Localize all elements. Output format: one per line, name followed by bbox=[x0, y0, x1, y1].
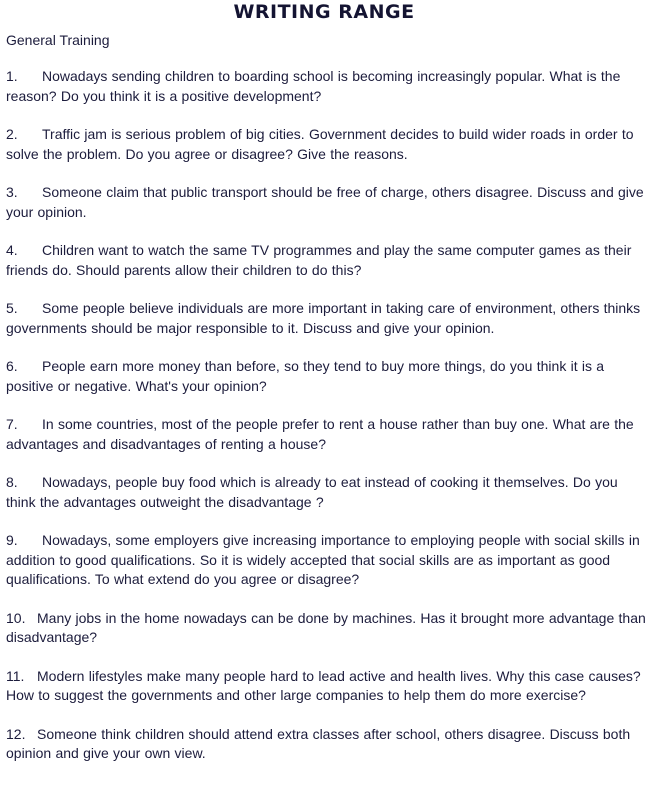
question-number: 2. bbox=[6, 126, 18, 142]
question-text: Modern lifestyles make many people hard to lead active and health lives. Why this case causes? How to suggest the governments and other large companies to help them do more exercise? bbox=[6, 667, 641, 703]
question-number: 3. bbox=[6, 184, 18, 200]
question-number: 9. bbox=[6, 532, 18, 548]
question-text: Someone claim that public transport should be free of charge, others disagree. Discuss and give your opinion. bbox=[6, 184, 644, 220]
question-text: Many jobs in the home nowadays can be done by machines. Has it brought more advantage than disadvantage? bbox=[6, 609, 646, 645]
question-number: 7. bbox=[6, 416, 18, 432]
question-number: 8. bbox=[6, 474, 18, 490]
question-number: 1. bbox=[6, 68, 18, 84]
question-text: Children want to watch the same TV programmes and play the same computer games as their friends do. Should parents allow their children to do this? bbox=[6, 242, 632, 278]
question-number: 6. bbox=[6, 358, 18, 374]
question-item bbox=[6, 667, 646, 706]
question-item bbox=[6, 415, 646, 454]
question-item bbox=[6, 725, 646, 764]
page-title: WRITING RANGE bbox=[233, 1, 415, 23]
question-text: Traffic jam is serious problem of big cities. Government decides to build wider roads in order to solve the problem. Do you agree or disagree? Give the reasons. bbox=[6, 126, 634, 162]
question-text: Some people believe individuals are more important in taking care of environment, others thinks governments should be major responsible to it. Discuss and give your opinion. bbox=[6, 300, 641, 336]
question-number: 4. bbox=[6, 242, 18, 258]
question-item bbox=[6, 531, 646, 590]
question-item bbox=[6, 67, 646, 106]
question-text: Nowadays, people buy food which is already to eat instead of cooking it themselves. Do you think the advantages outweight the disadvantage ? bbox=[6, 474, 618, 510]
page-subtitle: General Training bbox=[6, 32, 110, 48]
question-text: People earn more money than before, so they tend to buy more things, do you think it is a positive or negative. What's your opinion? bbox=[6, 358, 605, 394]
question-item bbox=[6, 125, 646, 164]
question-item bbox=[6, 183, 646, 222]
question-item bbox=[6, 473, 646, 512]
question-list bbox=[6, 67, 646, 764]
question-text: Nowadays sending children to boarding school is becoming increasingly popular. What is the reason? Do you think it is a positive development? bbox=[6, 68, 621, 104]
question-number: 11. bbox=[6, 667, 25, 684]
question-text: In some countries, most of the people prefer to rent a house rather than buy one. What are the advantages and disadvantages of renting a house? bbox=[6, 416, 634, 452]
question-number: 12. bbox=[6, 725, 26, 742]
question-text: Someone think children should attend extra classes after school, others disagree. Discuss both opinion and give your own view. bbox=[6, 725, 631, 761]
question-item bbox=[6, 241, 646, 280]
question-number: 10. bbox=[6, 609, 26, 626]
question-number: 5. bbox=[6, 300, 18, 316]
question-item bbox=[6, 299, 646, 338]
question-item bbox=[6, 357, 646, 396]
question-item bbox=[6, 609, 646, 648]
question-text: Nowadays, some employers give increasing importance to employing people with social skills in addition to good qualifications. So it is widely accepted that social skills are as important as good qualifications. To what extend do you agree or disagree? bbox=[6, 532, 640, 587]
